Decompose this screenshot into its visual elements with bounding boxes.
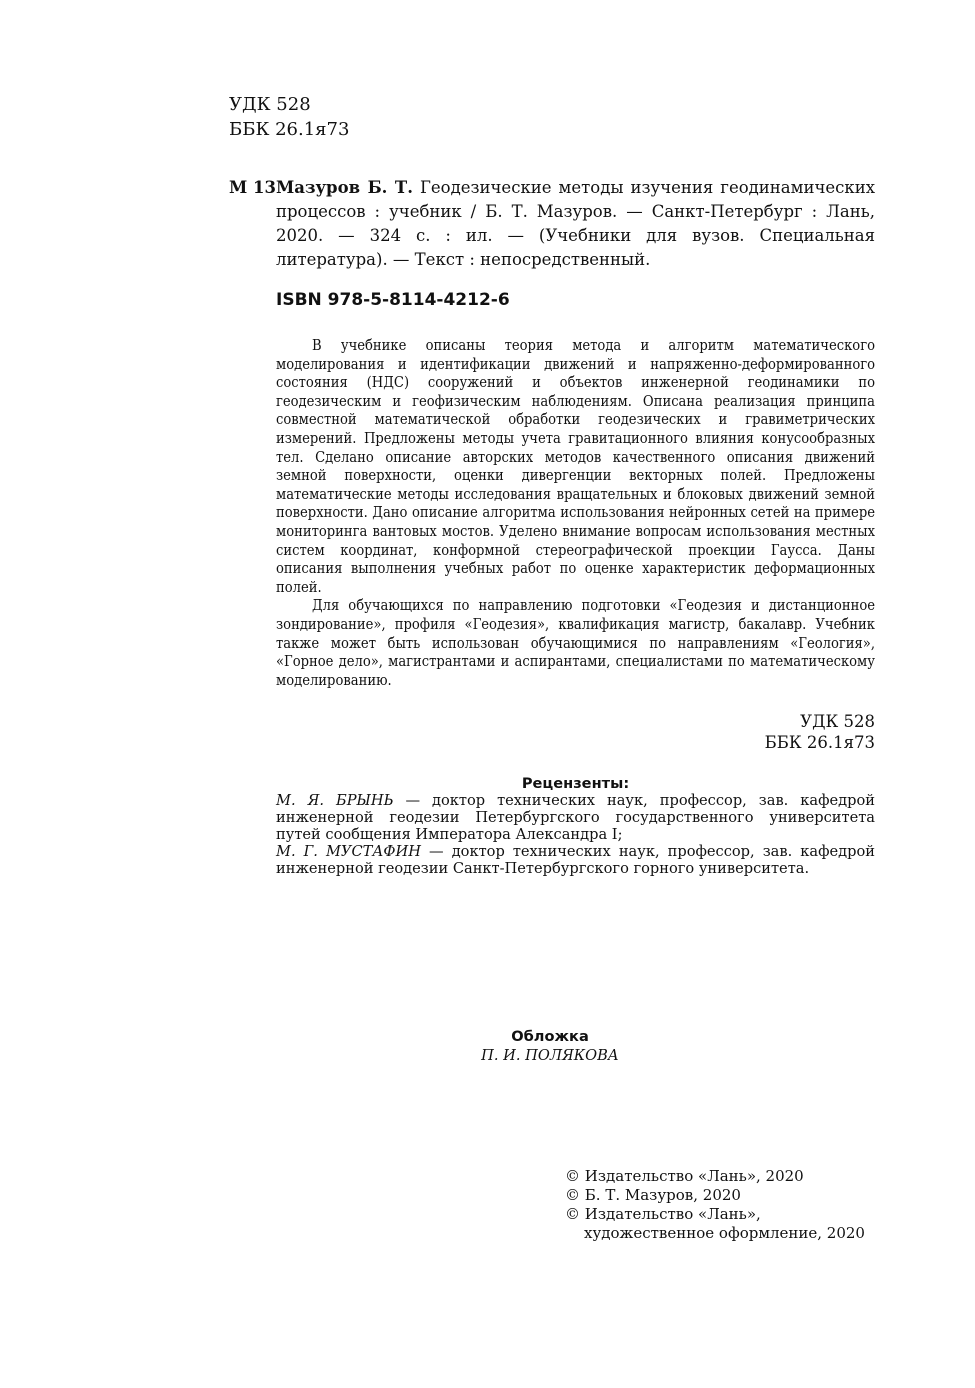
copyright-line: художественное оформление, 2020 (584, 1224, 865, 1242)
bibliographic-entry (276, 176, 875, 272)
title-start: Геодезические методы изучения геодинамических (419, 178, 875, 197)
annotation (276, 337, 875, 690)
reviewer-description: — доктор технических наук, профессор, зав. кафедрой инженерной геодезии Санкт-Петербургского горного университета. (276, 843, 875, 877)
reviewer-name: М. Г. МУСТАФИН (276, 843, 421, 860)
bbk-code: ББК 26.1я73 (229, 119, 350, 140)
reviewers-heading: Рецензенты: (521, 775, 630, 792)
cover-credit (420, 1027, 680, 1065)
author-name: Мазуров Б. Т. (276, 178, 413, 197)
cover-label: Обложка (511, 1028, 589, 1045)
cover-author: П. И. ПОЛЯКОВА (481, 1047, 619, 1064)
copyright-block (565, 1167, 865, 1243)
bbk-code-bottom: ББК 26.1я73 (764, 733, 875, 752)
reviewers (276, 775, 875, 877)
reviewer-name: М. Я. БРЫНЬ (276, 792, 394, 809)
bibliographic-record (229, 176, 875, 272)
udk-code: УДК 528 (229, 94, 311, 115)
udk-code-bottom: УДК 528 (800, 712, 875, 731)
copyright-line: © Издательство «Лань», 2020 (565, 1167, 804, 1185)
annotation-paragraph-1: В учебнике описаны теория метода и алгоритм математического моделирования и идентификации движений и напряженно-деформированного состояния (НДС) сооружений и объектов инженерной геодинамики по геодезическим и геофизическим наблюдениям. Описана реализация принципа совместной математической обработки геодезических и гравиметрических измерений. Предложены методы учета гравитационного влияния конусообразных тел. Сделано описание авторских методов качественного описания движений земной поверхности, оценки дивергенции векторных полей. Предложены математические методы исследования вращательных и блоковых движений земной поверхности. Дано описание алгоритма использования нейронных сетей на примере мониторинга вантовых мостов. Уделено внимание вопросам использования местных систем координат, конформной стереографической проекции Гаусса. Даны описания выполнения учебных работ по оценке характеристик деформационных полей. (276, 337, 875, 596)
reviewer-description: — доктор технических наук, профессор, зав. кафедрой инженерной геодезии Петербургского государственного университета путей сообщения Императора Александра I; (276, 792, 876, 843)
annotation-paragraph-2: Для обучающихся по направлению подготовки «Геодезия и дистанционное зондирование», профиля «Геодезия», квалификация магистр, бакалавр. Учебник также может быть использован обучающимися по направлениям «Геология», «Горное дело», магистрантами и аспирантами, специалистами по математическому моделированию. (276, 597, 875, 689)
copyright-line: © Б. Т. Мазуров, 2020 (565, 1186, 741, 1204)
author-mark: М 13 (229, 178, 276, 197)
reviewer-1 (276, 792, 875, 843)
udk-bbk-top (229, 92, 349, 142)
copyright-line: © Издательство «Лань», (565, 1205, 761, 1223)
reviewer-2 (276, 843, 875, 877)
udk-bbk-bottom (765, 711, 875, 753)
isbn: ISBN 978-5-8114-4212-6 (276, 290, 510, 310)
bibliographic-details: процессов : учебник / Б. Т. Мазуров. — Санкт-Петербург : Лань, 2020. — 324 с. : ил. — (Учебники для вузов. Специальная литература). — Текст : непосредственный. (276, 202, 875, 269)
